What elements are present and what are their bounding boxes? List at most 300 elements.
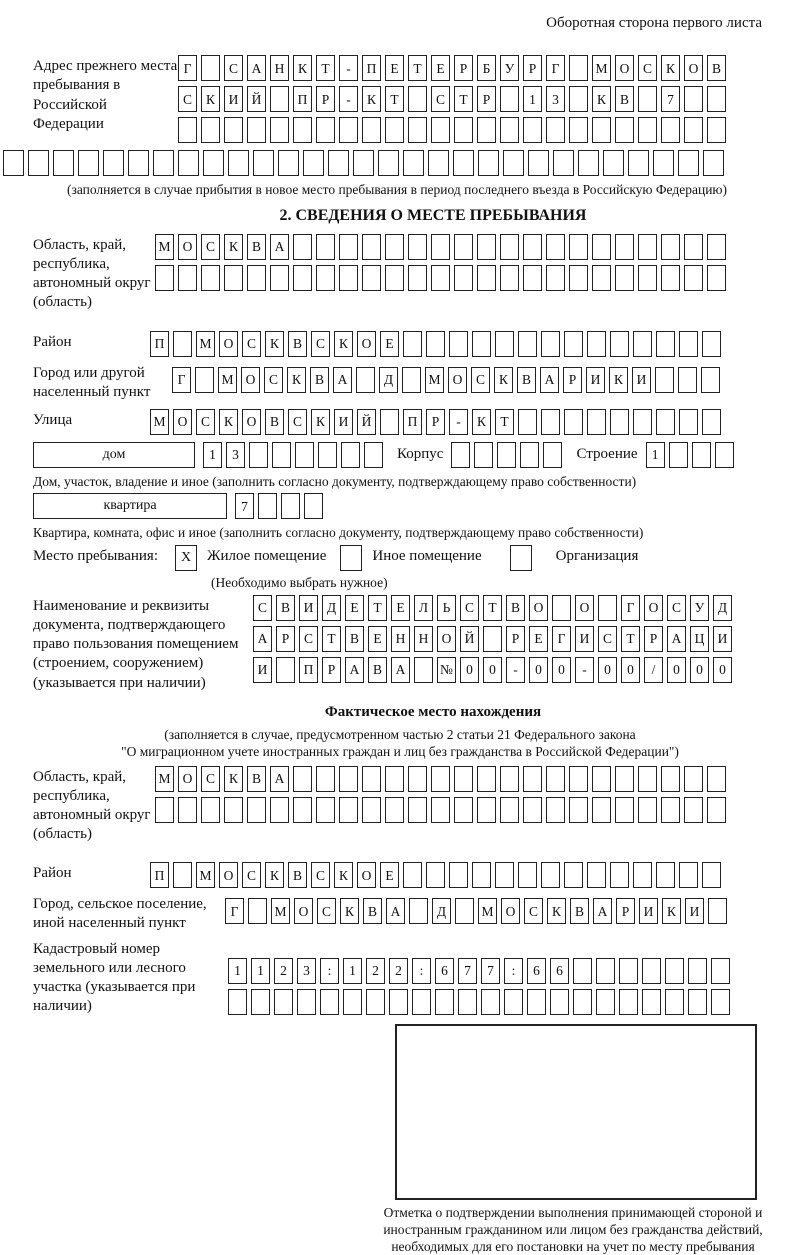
char-box[interactable] (661, 766, 680, 792)
char-box[interactable] (249, 442, 268, 468)
char-box[interactable] (362, 797, 381, 823)
char-box[interactable] (569, 55, 588, 81)
char-box[interactable]: В (615, 86, 634, 112)
char-box[interactable] (504, 989, 523, 1015)
char-box[interactable] (707, 234, 726, 260)
char-box[interactable] (247, 797, 266, 823)
char-box[interactable]: М (155, 234, 174, 260)
char-box[interactable]: 1 (646, 442, 665, 468)
char-box[interactable]: П (150, 862, 169, 888)
char-box[interactable] (201, 797, 220, 823)
char-box[interactable]: А (270, 234, 289, 260)
char-box[interactable]: И (639, 898, 658, 924)
char-box[interactable]: К (219, 409, 238, 435)
char-box[interactable] (224, 117, 243, 143)
char-box[interactable]: 1 (251, 958, 270, 984)
char-box[interactable]: 1 (203, 442, 222, 468)
char-box[interactable]: Л (414, 595, 433, 621)
char-box[interactable]: Й (247, 86, 266, 112)
char-box[interactable]: Г (178, 55, 197, 81)
char-box[interactable] (431, 766, 450, 792)
char-box[interactable]: Т (408, 55, 427, 81)
char-box[interactable] (665, 958, 684, 984)
char-box[interactable]: Д (379, 367, 398, 393)
char-box[interactable] (451, 442, 470, 468)
char-box[interactable]: О (448, 367, 467, 393)
char-box[interactable]: Е (345, 595, 364, 621)
char-box[interactable] (455, 898, 474, 924)
char-box[interactable] (316, 234, 335, 260)
char-box[interactable] (454, 234, 473, 260)
char-box[interactable]: 2 (389, 958, 408, 984)
char-box[interactable]: У (690, 595, 709, 621)
char-box[interactable]: В (506, 595, 525, 621)
char-box[interactable]: М (271, 898, 290, 924)
char-box[interactable]: Н (270, 55, 289, 81)
char-box[interactable] (472, 862, 491, 888)
char-box[interactable]: А (253, 626, 272, 652)
char-box[interactable] (343, 989, 362, 1015)
char-box[interactable]: С (311, 331, 330, 357)
char-box[interactable] (428, 150, 449, 176)
char-box[interactable] (587, 409, 606, 435)
char-box[interactable]: Д (432, 898, 451, 924)
char-box[interactable] (569, 265, 588, 291)
char-box[interactable]: 0 (460, 657, 479, 683)
char-box[interactable] (247, 117, 266, 143)
char-box[interactable] (318, 442, 337, 468)
char-box[interactable]: Д (713, 595, 732, 621)
char-box[interactable] (653, 150, 674, 176)
char-box[interactable]: И (713, 626, 732, 652)
char-box[interactable]: П (293, 86, 312, 112)
char-box[interactable] (642, 958, 661, 984)
char-box[interactable]: К (287, 367, 306, 393)
char-box[interactable]: К (334, 331, 353, 357)
char-box[interactable] (203, 150, 224, 176)
char-box[interactable]: М (196, 331, 215, 357)
char-box[interactable]: - (449, 409, 468, 435)
char-box[interactable]: К (293, 55, 312, 81)
char-box[interactable]: П (403, 409, 422, 435)
char-box[interactable]: / (644, 657, 663, 683)
char-box[interactable]: И (575, 626, 594, 652)
char-box[interactable] (678, 367, 697, 393)
char-box[interactable]: С (667, 595, 686, 621)
char-box[interactable] (610, 331, 629, 357)
char-box[interactable]: 0 (713, 657, 732, 683)
char-box[interactable] (316, 117, 335, 143)
char-box[interactable] (431, 117, 450, 143)
char-box[interactable]: С (317, 898, 336, 924)
char-box[interactable]: В (363, 898, 382, 924)
char-box[interactable]: В (345, 626, 364, 652)
char-box[interactable]: О (173, 409, 192, 435)
char-box[interactable]: Д (322, 595, 341, 621)
char-box[interactable] (458, 989, 477, 1015)
char-box[interactable]: Р (616, 898, 635, 924)
char-box[interactable]: 0 (598, 657, 617, 683)
char-box[interactable]: Р (563, 367, 582, 393)
char-box[interactable] (633, 331, 652, 357)
char-box[interactable] (408, 797, 427, 823)
char-box[interactable]: С (638, 55, 657, 81)
char-box[interactable]: 0 (690, 657, 709, 683)
char-box[interactable]: Р (322, 657, 341, 683)
char-box[interactable]: 0 (483, 657, 502, 683)
char-box[interactable] (356, 367, 375, 393)
char-box[interactable]: Р (426, 409, 445, 435)
char-box[interactable] (477, 265, 496, 291)
char-box[interactable] (431, 234, 450, 260)
char-box[interactable] (528, 150, 549, 176)
char-box[interactable]: Е (368, 626, 387, 652)
char-box[interactable] (550, 989, 569, 1015)
char-box[interactable] (692, 442, 711, 468)
char-box[interactable]: М (425, 367, 444, 393)
char-box[interactable] (684, 86, 703, 112)
char-box[interactable]: С (196, 409, 215, 435)
char-box[interactable] (587, 862, 606, 888)
char-box[interactable]: 6 (550, 958, 569, 984)
char-box[interactable]: М (150, 409, 169, 435)
char-box[interactable]: 0 (529, 657, 548, 683)
char-box[interactable] (638, 797, 657, 823)
char-box[interactable]: Т (454, 86, 473, 112)
char-box[interactable] (270, 797, 289, 823)
char-box[interactable]: 7 (481, 958, 500, 984)
char-box[interactable]: О (219, 862, 238, 888)
char-box[interactable]: К (340, 898, 359, 924)
char-box[interactable]: 7 (661, 86, 680, 112)
char-box[interactable] (592, 234, 611, 260)
char-box[interactable] (678, 150, 699, 176)
char-box[interactable] (339, 265, 358, 291)
char-box[interactable]: И (334, 409, 353, 435)
char-box[interactable]: С (201, 234, 220, 260)
char-box[interactable] (541, 862, 560, 888)
char-box[interactable] (103, 150, 124, 176)
char-box[interactable] (414, 657, 433, 683)
char-box[interactable]: О (644, 595, 663, 621)
char-box[interactable] (553, 150, 574, 176)
char-box[interactable]: Н (391, 626, 410, 652)
char-box[interactable]: Г (225, 898, 244, 924)
char-box[interactable] (403, 862, 422, 888)
char-box[interactable] (688, 989, 707, 1015)
char-box[interactable] (478, 150, 499, 176)
char-box[interactable]: К (201, 86, 220, 112)
char-box[interactable] (603, 150, 624, 176)
char-box[interactable] (276, 657, 295, 683)
char-box[interactable] (592, 117, 611, 143)
char-box[interactable]: 6 (527, 958, 546, 984)
char-box[interactable] (224, 265, 243, 291)
char-box[interactable] (523, 797, 542, 823)
char-box[interactable] (518, 409, 537, 435)
char-box[interactable] (408, 86, 427, 112)
char-box[interactable]: Н (414, 626, 433, 652)
char-box[interactable] (569, 117, 588, 143)
char-box[interactable] (304, 493, 323, 519)
char-box[interactable] (610, 409, 629, 435)
char-box[interactable] (274, 989, 293, 1015)
char-box[interactable]: Г (621, 595, 640, 621)
char-box[interactable]: О (357, 862, 376, 888)
char-box[interactable] (389, 989, 408, 1015)
char-box[interactable] (454, 766, 473, 792)
char-box[interactable]: К (311, 409, 330, 435)
char-box[interactable] (339, 797, 358, 823)
char-box[interactable] (477, 234, 496, 260)
char-box[interactable] (707, 797, 726, 823)
char-box[interactable] (619, 958, 638, 984)
char-box[interactable] (402, 367, 421, 393)
char-box[interactable] (679, 331, 698, 357)
char-box[interactable]: К (494, 367, 513, 393)
house-field-label-box[interactable]: дом (33, 442, 195, 468)
char-box[interactable] (293, 117, 312, 143)
char-box[interactable]: : (504, 958, 523, 984)
char-box[interactable] (474, 442, 493, 468)
char-box[interactable] (615, 265, 634, 291)
char-box[interactable] (638, 234, 657, 260)
char-box[interactable] (477, 117, 496, 143)
char-box[interactable]: О (501, 898, 520, 924)
char-box[interactable]: О (241, 367, 260, 393)
char-box[interactable] (408, 265, 427, 291)
char-box[interactable] (295, 442, 314, 468)
char-box[interactable] (128, 150, 149, 176)
char-box[interactable] (707, 265, 726, 291)
char-box[interactable] (281, 493, 300, 519)
char-box[interactable] (201, 117, 220, 143)
char-box[interactable] (520, 442, 539, 468)
char-box[interactable] (543, 442, 562, 468)
char-box[interactable]: А (333, 367, 352, 393)
char-box[interactable] (523, 766, 542, 792)
char-box[interactable] (546, 117, 565, 143)
char-box[interactable] (408, 234, 427, 260)
char-box[interactable] (78, 150, 99, 176)
char-box[interactable]: О (529, 595, 548, 621)
char-box[interactable]: К (224, 234, 243, 260)
char-box[interactable]: Т (621, 626, 640, 652)
char-box[interactable] (258, 493, 277, 519)
char-box[interactable]: К (661, 55, 680, 81)
char-box[interactable]: К (265, 331, 284, 357)
char-box[interactable] (453, 150, 474, 176)
char-box[interactable] (656, 331, 675, 357)
char-box[interactable]: Е (385, 55, 404, 81)
char-box[interactable]: А (540, 367, 559, 393)
char-box[interactable] (546, 265, 565, 291)
char-box[interactable]: С (471, 367, 490, 393)
char-box[interactable] (385, 265, 404, 291)
char-box[interactable]: О (357, 331, 376, 357)
char-box[interactable] (362, 265, 381, 291)
char-box[interactable] (500, 265, 519, 291)
char-box[interactable]: 1 (343, 958, 362, 984)
char-box[interactable] (592, 797, 611, 823)
char-box[interactable] (573, 958, 592, 984)
char-box[interactable]: С (460, 595, 479, 621)
char-box[interactable] (408, 117, 427, 143)
char-box[interactable] (661, 117, 680, 143)
char-box[interactable] (270, 265, 289, 291)
char-box[interactable] (541, 409, 560, 435)
char-box[interactable]: А (270, 766, 289, 792)
char-box[interactable] (431, 797, 450, 823)
char-box[interactable] (569, 766, 588, 792)
char-box[interactable] (477, 766, 496, 792)
char-box[interactable] (546, 234, 565, 260)
char-box[interactable]: К (265, 862, 284, 888)
char-box[interactable]: Г (552, 626, 571, 652)
char-box[interactable]: 1 (523, 86, 542, 112)
char-box[interactable]: К (472, 409, 491, 435)
char-box[interactable]: П (299, 657, 318, 683)
char-box[interactable]: - (339, 55, 358, 81)
stay-option-other-checkbox[interactable] (340, 545, 362, 571)
char-box[interactable] (272, 442, 291, 468)
char-box[interactable] (688, 958, 707, 984)
char-box[interactable] (472, 331, 491, 357)
char-box[interactable]: К (224, 766, 243, 792)
char-box[interactable] (684, 766, 703, 792)
char-box[interactable]: В (247, 234, 266, 260)
char-box[interactable]: Е (391, 595, 410, 621)
char-box[interactable] (546, 766, 565, 792)
char-box[interactable]: 3 (297, 958, 316, 984)
char-box[interactable] (661, 234, 680, 260)
char-box[interactable]: 3 (226, 442, 245, 468)
char-box[interactable]: А (345, 657, 364, 683)
char-box[interactable]: М (478, 898, 497, 924)
char-box[interactable]: Р (316, 86, 335, 112)
char-box[interactable] (426, 862, 445, 888)
char-box[interactable]: О (575, 595, 594, 621)
char-box[interactable] (702, 409, 721, 435)
char-box[interactable] (500, 86, 519, 112)
char-box[interactable]: С (524, 898, 543, 924)
char-box[interactable]: И (224, 86, 243, 112)
char-box[interactable] (596, 958, 615, 984)
char-box[interactable] (707, 766, 726, 792)
char-box[interactable] (598, 595, 617, 621)
char-box[interactable]: К (609, 367, 628, 393)
char-box[interactable] (669, 442, 688, 468)
char-box[interactable]: В (265, 409, 284, 435)
char-box[interactable]: М (218, 367, 237, 393)
char-box[interactable] (707, 117, 726, 143)
char-box[interactable] (477, 797, 496, 823)
char-box[interactable] (247, 265, 266, 291)
char-box[interactable] (353, 150, 374, 176)
char-box[interactable]: К (662, 898, 681, 924)
char-box[interactable] (195, 367, 214, 393)
char-box[interactable]: Й (460, 626, 479, 652)
char-box[interactable] (293, 234, 312, 260)
char-box[interactable]: К (362, 86, 381, 112)
char-box[interactable]: - (575, 657, 594, 683)
char-box[interactable]: : (412, 958, 431, 984)
char-box[interactable]: О (437, 626, 456, 652)
char-box[interactable] (702, 862, 721, 888)
char-box[interactable]: О (242, 409, 261, 435)
char-box[interactable]: В (517, 367, 536, 393)
char-box[interactable] (316, 797, 335, 823)
char-box[interactable] (449, 862, 468, 888)
char-box[interactable] (684, 234, 703, 260)
char-box[interactable]: С (224, 55, 243, 81)
char-box[interactable] (339, 766, 358, 792)
char-box[interactable]: С (201, 766, 220, 792)
char-box[interactable]: Т (368, 595, 387, 621)
char-box[interactable] (454, 117, 473, 143)
char-box[interactable] (228, 989, 247, 1015)
char-box[interactable]: Е (380, 331, 399, 357)
char-box[interactable] (578, 150, 599, 176)
char-box[interactable] (615, 234, 634, 260)
char-box[interactable] (518, 862, 537, 888)
char-box[interactable] (684, 797, 703, 823)
char-box[interactable]: В (288, 331, 307, 357)
char-box[interactable]: О (684, 55, 703, 81)
char-box[interactable]: Т (316, 55, 335, 81)
char-box[interactable] (546, 797, 565, 823)
char-box[interactable] (564, 862, 583, 888)
char-box[interactable] (481, 989, 500, 1015)
char-box[interactable] (270, 117, 289, 143)
char-box[interactable] (638, 766, 657, 792)
char-box[interactable] (711, 989, 730, 1015)
char-box[interactable] (684, 265, 703, 291)
char-box[interactable]: М (196, 862, 215, 888)
char-box[interactable] (178, 797, 197, 823)
char-box[interactable]: Р (276, 626, 295, 652)
char-box[interactable] (293, 265, 312, 291)
char-box[interactable]: Р (523, 55, 542, 81)
char-box[interactable] (408, 766, 427, 792)
char-box[interactable] (178, 150, 199, 176)
char-box[interactable]: Т (322, 626, 341, 652)
char-box[interactable] (228, 150, 249, 176)
char-box[interactable]: С (288, 409, 307, 435)
char-box[interactable]: В (247, 766, 266, 792)
char-box[interactable] (366, 989, 385, 1015)
char-box[interactable]: О (178, 766, 197, 792)
char-box[interactable] (592, 766, 611, 792)
char-box[interactable] (339, 117, 358, 143)
char-box[interactable] (500, 766, 519, 792)
char-box[interactable] (270, 86, 289, 112)
char-box[interactable] (523, 117, 542, 143)
char-box[interactable] (297, 989, 316, 1015)
char-box[interactable]: И (685, 898, 704, 924)
char-box[interactable] (403, 331, 422, 357)
char-box[interactable] (293, 797, 312, 823)
char-box[interactable]: 7 (235, 493, 254, 519)
char-box[interactable]: С (178, 86, 197, 112)
char-box[interactable] (380, 409, 399, 435)
char-box[interactable]: А (386, 898, 405, 924)
char-box[interactable]: С (311, 862, 330, 888)
char-box[interactable] (385, 766, 404, 792)
char-box[interactable] (251, 989, 270, 1015)
char-box[interactable] (708, 898, 727, 924)
char-box[interactable]: Й (357, 409, 376, 435)
